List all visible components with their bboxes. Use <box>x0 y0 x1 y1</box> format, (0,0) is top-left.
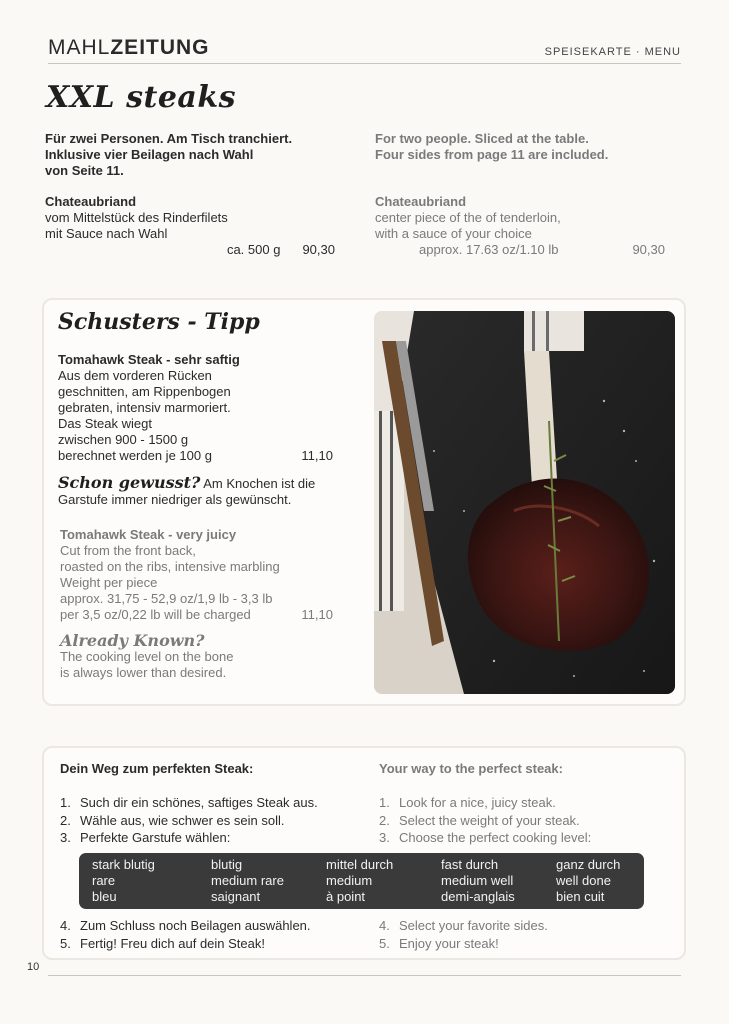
intro-en <box>375 131 665 163</box>
dish-unit: berechnet werden je 100 g <box>58 448 212 463</box>
intro-en-line: For two people. Sliced at the table. <box>375 131 589 146</box>
did-you-know-text: The cooking level on the bone <box>60 649 234 664</box>
dish-weight: ca. 500 g <box>226 242 281 257</box>
dish-price: 11,10 <box>301 448 333 463</box>
price-row <box>45 242 335 258</box>
did-you-know-heading: Already Known? <box>60 631 205 650</box>
intro-de-line: Inklusive vier Beilagen nach Wahl <box>45 147 254 162</box>
intro-de <box>45 131 335 179</box>
dish-desc-line: with a sauce of your choice <box>375 226 532 241</box>
steak-illustration <box>374 311 675 694</box>
price-row <box>375 242 665 258</box>
step-item: 3. Perfekte Garstufe wählen: <box>60 830 231 845</box>
did-you-know-en <box>60 633 333 681</box>
did-you-know-text: Am Knochen ist die <box>203 476 316 491</box>
section-title: XXL steaks <box>46 80 237 115</box>
dish-price: 11,10 <box>301 607 333 622</box>
dish-desc-line: mit Sauce nach Wahl <box>45 226 168 241</box>
cooking-level: ganz durch well done bien cuit <box>556 857 621 904</box>
step-item: 1. Look for a nice, juicy steak. <box>379 795 556 810</box>
menu-label: SPEISEKARTE · MENU <box>544 46 681 58</box>
dish-name: Tomahawk Steak - sehr saftig <box>58 352 240 367</box>
dish-desc-line: Weight per piece <box>60 575 158 590</box>
dish-price: 90,30 <box>302 242 335 257</box>
step-item: 4. Zum Schluss noch Beilagen auswählen. <box>60 918 311 933</box>
steps-list-de-continued <box>60 917 360 952</box>
tomahawk-de <box>58 352 333 464</box>
step-item: 4. Select your favorite sides. <box>379 918 548 933</box>
step-item: 3. Choose the perfect cooking level: <box>379 830 592 845</box>
dish-weight: approx. 17.63 oz/1.10 lb <box>419 242 559 257</box>
step-item: 5. Enjoy your steak! <box>379 935 499 951</box>
step-item: 2. Wähle aus, wie schwer es sein soll. <box>60 812 285 828</box>
dish-desc-line: Aus dem vorderen Rücken <box>58 368 212 383</box>
step-item: 1. Such dir ein schönes, saftiges Steak aus. <box>60 795 318 810</box>
bottom-divider <box>48 975 681 976</box>
cooking-level: mittel durch medium à point <box>326 857 394 904</box>
step-item: 2. Select the weight of your steak. <box>379 812 580 828</box>
cooking-level: fast durch medium well demi-anglais <box>441 857 515 904</box>
top-divider <box>48 63 681 64</box>
steak-guide-title-de: Dein Weg zum perfekten Steak: <box>60 761 254 776</box>
tomahawk-en <box>60 527 333 623</box>
price-row <box>58 448 333 464</box>
cooking-levels-bar <box>79 853 644 909</box>
steak-guide-title-en: Your way to the perfect steak: <box>379 761 563 776</box>
chateaubriand-en <box>375 194 665 258</box>
dish-name: Chateaubriand <box>45 194 137 209</box>
step-item: 5. Fertig! Freu dich auf dein Steak! <box>60 935 265 951</box>
cooking-level: stark blutig rare bleu <box>92 857 155 904</box>
steps-list-de <box>60 794 360 847</box>
intro-en-line: Four sides from page 11 are included. <box>375 147 609 162</box>
brand-bold: ZEITUNG <box>110 36 210 59</box>
brand-logo <box>48 36 210 60</box>
steps-list-en <box>379 794 679 847</box>
dish-desc-line: Cut from the front back, <box>60 543 196 558</box>
dish-unit: per 3,5 oz/0,22 lb will be charged <box>60 607 251 622</box>
cooking-level: blutig medium rare saignant <box>211 857 284 904</box>
tipp-title: Schusters - Tipp <box>58 309 260 335</box>
intro-de-line: von Seite 11. <box>45 163 124 178</box>
did-you-know-heading: Schon gewusst? <box>58 473 201 492</box>
dish-desc-line: geschnitten, am Rippenbogen <box>58 384 231 399</box>
dish-price: 90,30 <box>632 242 665 257</box>
steps-list-en-continued <box>379 917 679 952</box>
dish-desc-line: zwischen 900 - 1500 g <box>58 432 189 447</box>
price-row <box>60 607 333 623</box>
did-you-know-de <box>58 475 333 508</box>
dish-name: Chateaubriand <box>375 194 467 209</box>
page-number: 10 <box>27 961 40 973</box>
dish-desc-line: approx. 31,75 - 52,9 oz/1,9 lb - 3,3 lb <box>60 591 273 606</box>
dish-desc-line: Das Steak wiegt <box>58 416 152 431</box>
chateaubriand-de <box>45 194 335 258</box>
brand-light: MAHL <box>48 36 111 59</box>
dish-desc-line: center piece of the of tenderloin, <box>375 210 561 225</box>
tomahawk-steak-photo <box>374 311 675 694</box>
dish-desc-line: vom Mittelstück des Rinderfilets <box>45 210 228 225</box>
dish-desc-line: roasted on the ribs, intensive marbling <box>60 559 280 574</box>
intro-de-line: Für zwei Personen. Am Tisch tranchiert. <box>45 131 293 146</box>
did-you-know-text: Garstufe immer niedriger als gewünscht. <box>58 492 292 507</box>
did-you-know-text: is always lower than desired. <box>60 665 227 680</box>
dish-name: Tomahawk Steak - very juicy <box>60 527 237 542</box>
dish-desc-line: gebraten, intensiv marmoriert. <box>58 400 231 415</box>
